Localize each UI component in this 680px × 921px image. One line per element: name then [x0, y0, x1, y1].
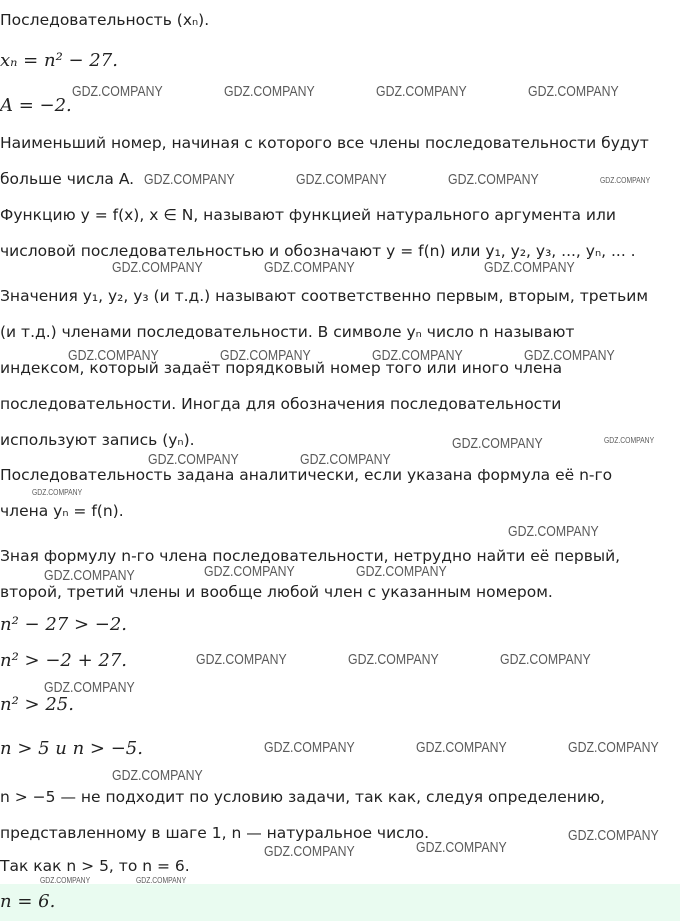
answer-line: n = 6. [0, 891, 56, 912]
watermark: GDZ.COMPANY [68, 347, 159, 364]
conclusion-line: Так как n > 5, то n = 6. [0, 857, 190, 875]
watermark: GDZ.COMPANY [452, 435, 543, 452]
watermark: GDZ.COMPANY [300, 451, 391, 468]
task-line-2: больше числа A. [0, 170, 135, 188]
value-a: A = −2. [0, 95, 72, 116]
task-line-1: Наименьший номер, начиная с которого все члены последовательности будут [0, 134, 649, 152]
definition-line-1: Функцию y = f(x), x ∈ N, называют функцией натурального аргумента или [0, 206, 616, 224]
analytic-line-2: члена yₙ = f(n). [0, 502, 124, 520]
inequality-3: n² > 25. [0, 694, 74, 715]
watermark: GDZ.COMPANY [264, 259, 355, 276]
reject-line-1: n > −5 — не подходит по условию задачи, так как, следуя определению, [0, 788, 605, 806]
definition-line-4: (и т.д.) членами последовательности. В символе yₙ число n называют [0, 323, 575, 341]
watermark: GDZ.COMPANY [500, 651, 591, 668]
watermark: GDZ.COMPANY [376, 83, 467, 100]
watermark: GDZ.COMPANY [72, 83, 163, 100]
watermark: GDZ.COMPANY [356, 563, 447, 580]
analytic-line-1: Последовательность задана аналитически, если указана формула её n-го [0, 466, 613, 484]
watermark: GDZ.COMPANY [44, 567, 135, 584]
answer-highlight [0, 884, 680, 921]
definition-line-3: Значения y₁, y₂, y₃ (и т.д.) называют соответственно первым, вторым, третьим [0, 287, 649, 305]
watermark: GDZ.COMPANY [204, 563, 295, 580]
watermark: GDZ.COMPANY [144, 171, 235, 188]
formula-note-line-2: второй, третий члены и вообще любой член с указанным номером. [0, 583, 553, 601]
watermark: GDZ.COMPANY [524, 347, 615, 364]
watermark: GDZ.COMPANY [112, 259, 203, 276]
watermark: GDZ.COMPANY [600, 176, 651, 185]
watermark: GDZ.COMPANY [264, 739, 355, 756]
watermark: GDZ.COMPANY [224, 83, 315, 100]
watermark: GDZ.COMPANY [44, 679, 135, 696]
definition-line-6: последовательности. Иногда для обозначения последовательности [0, 395, 562, 413]
watermark: GDZ.COMPANY [604, 436, 655, 445]
definition-line-5: индексом, который задаёт порядковый номер того или иного члена [0, 359, 563, 377]
watermark: GDZ.COMPANY [508, 523, 599, 540]
watermark: GDZ.COMPANY [112, 767, 203, 784]
watermark: GDZ.COMPANY [448, 171, 539, 188]
watermark: GDZ.COMPANY [196, 651, 287, 668]
reject-line-2: представленному в шаге 1, n — натуральное число. [0, 824, 430, 842]
watermark: GDZ.COMPANY [568, 827, 659, 844]
definition-line-7: используют запись (yₙ). [0, 431, 195, 449]
watermark: GDZ.COMPANY [32, 488, 83, 497]
watermark: GDZ.COMPANY [136, 876, 187, 885]
watermark: GDZ.COMPANY [296, 171, 387, 188]
watermark: GDZ.COMPANY [484, 259, 575, 276]
roots-line: n > 5 и n > −5. [0, 738, 143, 759]
watermark: GDZ.COMPANY [220, 347, 311, 364]
inequality-1: n² − 27 > −2. [0, 614, 128, 635]
inequality-2: n² > −2 + 27. [0, 650, 128, 671]
watermark: GDZ.COMPANY [372, 347, 463, 364]
watermark: GDZ.COMPANY [148, 451, 239, 468]
watermark: GDZ.COMPANY [528, 83, 619, 100]
watermark: GDZ.COMPANY [264, 843, 355, 860]
definition-line-2: числовой последовательностью и обозначают y = f(n) или y₁, y₂, y₃, ..., yₙ, ... . [0, 242, 636, 260]
watermark: GDZ.COMPANY [40, 876, 91, 885]
formula-xn: xₙ = n² − 27. [0, 50, 118, 71]
sequence-title: Последовательность (xₙ). [0, 11, 210, 29]
watermark: GDZ.COMPANY [416, 739, 507, 756]
watermark: GDZ.COMPANY [348, 651, 439, 668]
watermark: GDZ.COMPANY [568, 739, 659, 756]
watermark: GDZ.COMPANY [416, 839, 507, 856]
formula-note-line-1: Зная формулу n-го члена последовательности, нетрудно найти её первый, [0, 547, 621, 565]
